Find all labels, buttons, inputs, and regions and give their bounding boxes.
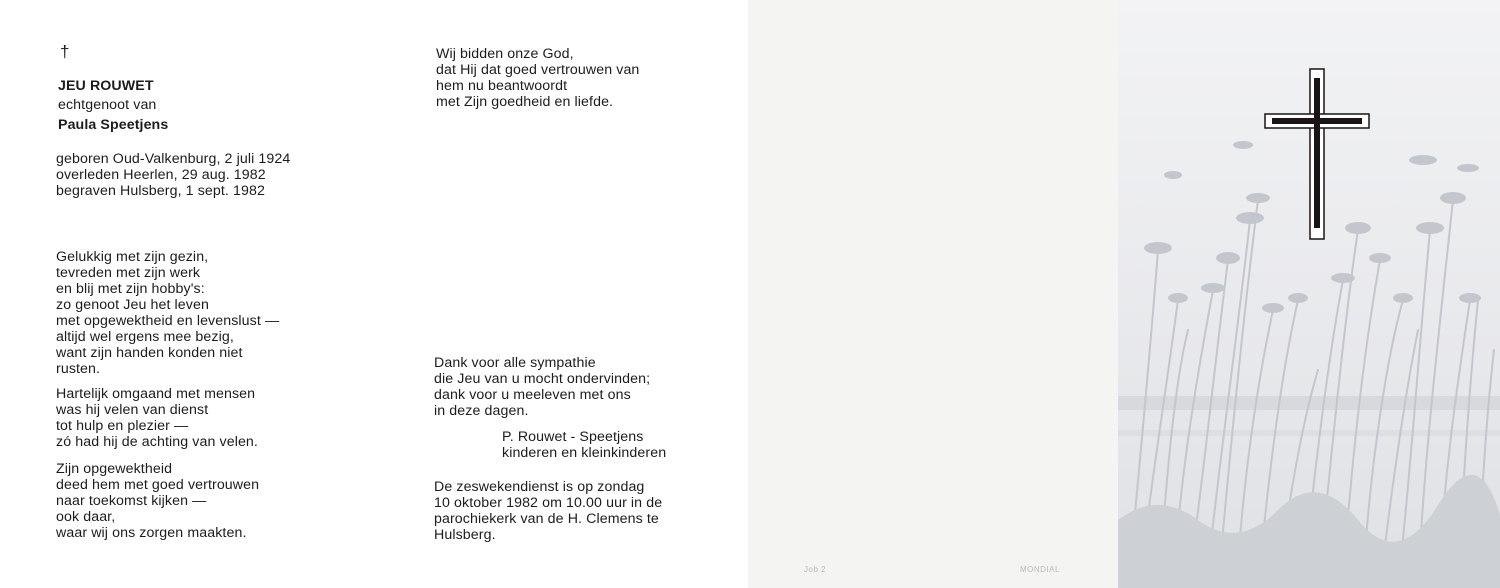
service-line: Hulsberg. (434, 527, 496, 543)
poem-line: tot hulp en plezier — (56, 418, 189, 434)
signature-line: P. Rouwet - Speetjens (502, 429, 644, 445)
inner-blank-page (748, 0, 1118, 588)
left-page (0, 0, 380, 588)
spouse-name: Paula Speetjens (58, 117, 169, 133)
poem-line: was hij velen van dienst (56, 402, 209, 418)
service-line: parochiekerk van de H. Clemens te (434, 511, 659, 527)
poem-line: deed hem met goed vertrouwen (56, 477, 260, 493)
poem-line: met opgewektheid en levenslust — (56, 313, 280, 329)
poem-line: Gelukkig met zijn gezin, (56, 249, 209, 265)
footer-brand-label: MONDIAL (1020, 565, 1060, 574)
deceased-name: JEU ROUWET (58, 78, 154, 94)
birth-line: geboren Oud-Valkenburg, 2 juli 1924 (56, 151, 291, 167)
death-line: overleden Heerlen, 29 aug. 1982 (56, 167, 266, 183)
burial-line: begraven Hulsberg, 1 sept. 1982 (56, 183, 265, 199)
thanks-line: in deze dagen. (434, 403, 529, 419)
prayer-line: hem nu beantwoordt (436, 78, 568, 94)
cross-icon (1264, 68, 1370, 240)
poem-line: tevreden met zijn werk (56, 265, 201, 281)
cross-icon: † (60, 42, 70, 61)
prayer-line: met Zijn goedheid en liefde. (436, 94, 614, 110)
poem-line: Zijn opgewektheid (56, 461, 173, 477)
poem-line: naar toekomst kijken — (56, 493, 207, 509)
poem-line: waar wij ons zorgen maakten. (56, 525, 247, 541)
poem-line: want zijn handen konden niet (56, 345, 243, 361)
poem-line: Hartelijk omgaand met mensen (56, 386, 256, 402)
thanks-line: dank voor u meeleven met ons (434, 387, 631, 403)
service-line: 10 oktober 1982 om 10.00 uur in de (434, 495, 663, 511)
prayer-line: dat Hij dat goed vertrouwen van (436, 62, 640, 78)
middle-page (380, 0, 748, 588)
service-line: De zeswekendienst is op zondag (434, 479, 645, 495)
poem-line: en blij met zijn hobby's: (56, 281, 205, 297)
signature-line: kinderen en kleinkinderen (502, 445, 667, 461)
poem-line: rusten. (56, 361, 101, 377)
thanks-line: Dank voor alle sympathie (434, 355, 596, 371)
spouse-label: echtgenoot van (58, 97, 157, 113)
poem-line: zo genoot Jeu het leven (56, 297, 209, 313)
poem-line: zó had hij de achting van velen. (56, 434, 258, 450)
poem-line: ook daar, (56, 509, 116, 525)
footer-job-label: Job 2 (804, 565, 827, 574)
thanks-line: die Jeu van u mocht ondervinden; (434, 371, 651, 387)
prayer-line: Wij bidden onze God, (436, 46, 574, 62)
cover-page (1118, 0, 1500, 588)
poem-line: altijd wel ergens mee bezig, (56, 329, 234, 345)
